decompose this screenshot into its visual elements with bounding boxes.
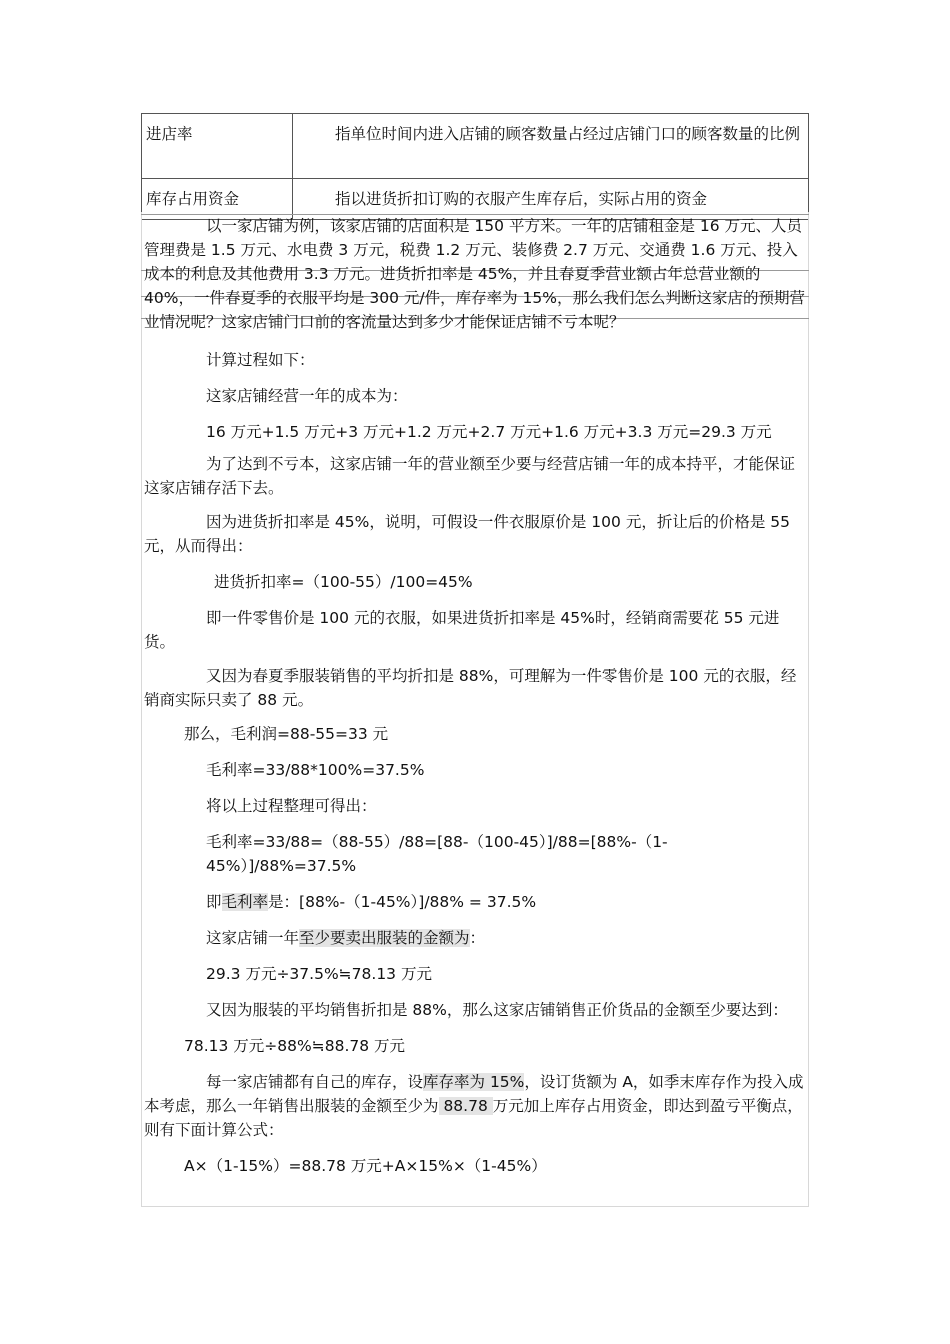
formula-line: A×（1-15%）=88.78 万元+A×15%×（1-45%） [184, 1157, 547, 1175]
body-paragraph: 将以上过程整理可得出： [206, 797, 377, 815]
text-span: 这家店铺一年 [206, 929, 300, 947]
text-span: ，设订货额为 A，如季末库存作为投入成本考虑，那么一年销售出服装的金额至少为 [144, 1073, 804, 1115]
table-row [142, 114, 809, 179]
highlighted-text: 库存率为 15% [423, 1073, 525, 1091]
table-cell-description: 指单位时间内进入店铺的顾客数量占经过店铺门口的顾客数量的比例 [293, 114, 809, 179]
formula-line: 毛利率=33/88=（88-55）/88=[88-（100-45）]/88=[88%-（1-45%）]/88%=37.5% [206, 833, 668, 875]
highlighted-text: 毛利率 [221, 893, 269, 911]
formula-line: 进货折扣率=（100-55）/100=45% [214, 573, 473, 591]
highlighted-text: 88.78 [438, 1097, 493, 1115]
text-span: 每一家店铺都有自己的库存，设 [206, 1073, 424, 1091]
body-paragraph: 为了达到不亏本，这家店铺一年的营业额至少要与经营店铺一年的成本持平，才能保证这家店铺存活下去。 [144, 455, 796, 497]
text-span: 万元加上库存占用资金，即达到盈亏平衡点，则有下面计算公式： [144, 1097, 803, 1139]
body-paragraph: 这家店铺经营一年的成本为： [206, 387, 408, 405]
text-span: 是：[88%-（1-45%）]/88% = 37.5% [268, 893, 537, 911]
table-cell-term: 进店率 [142, 114, 293, 179]
formula-line: 那么，毛利润=88-55=33 元 [184, 725, 389, 743]
intro-paragraph: 以一家店铺为例，该家店铺的店面积是 150 平方米。一年的店铺租金是 16 万元、人员管理费是 1.5 万元、水电费 3 万元，税费 1.2 万元、装修费 2.7 万元、交通费 1.6 万元、投入成本的利息及其他费用 3.3 万元。进货折扣率是 45%，并且春夏季营业额占年总营业额的 40%，一件春夏季的衣服平均是 300 元/件，库存率为 15%，那么我们怎么判断这家店的预期营业情况呢？这家店铺门口前的客流量达到多少才能保证店铺不亏本呢？ [144, 217, 805, 331]
formula-line: 毛利率=33/88*100%=37.5% [206, 761, 425, 779]
body-paragraph: 因为进货折扣率是 45%，说明，可假设一件衣服原价是 100 元，折让后的价格是 55 元，从而得出： [144, 513, 790, 555]
highlighted-text: 至少要卖出服装的金额为 [299, 929, 470, 947]
body-paragraph [144, 1070, 806, 1142]
definition-table [141, 113, 809, 220]
body-paragraph [144, 926, 806, 950]
body-paragraph: 计算过程如下： [206, 351, 315, 369]
body-paragraph: 又因为服装的平均销售折扣是 88%，那么这家店铺销售正价货品的金额至少要达到： [206, 1001, 788, 1019]
table-cell-term: 库存占用资金 [142, 179, 293, 220]
formula-line: 16 万元+1.5 万元+3 万元+1.2 万元+2.7 万元+1.6 万元+3.3 万元=29.3 万元 [206, 423, 772, 441]
formula-line: 78.13 万元÷88%≒88.78 万元 [184, 1037, 406, 1055]
text-span: ： [469, 929, 486, 947]
text-span: 即 [206, 893, 222, 911]
document-body [141, 212, 809, 1207]
formula-line: 29.3 万元÷37.5%≒78.13 万元 [206, 965, 432, 983]
body-paragraph: 即一件零售价是 100 元的衣服，如果进货折扣率是 45%时，经销商需要花 55 元进货。 [144, 609, 780, 651]
body-paragraph: 又因为春夏季服装销售的平均折扣是 88%，可理解为一件零售价是 100 元的衣服，经销商实际只卖了 88 元。 [144, 667, 797, 709]
table-cell-description: 指以进货折扣订购的衣服产生库存后，实际占用的资金 [293, 179, 809, 220]
formula-line [144, 890, 806, 914]
intro-block [144, 214, 806, 334]
